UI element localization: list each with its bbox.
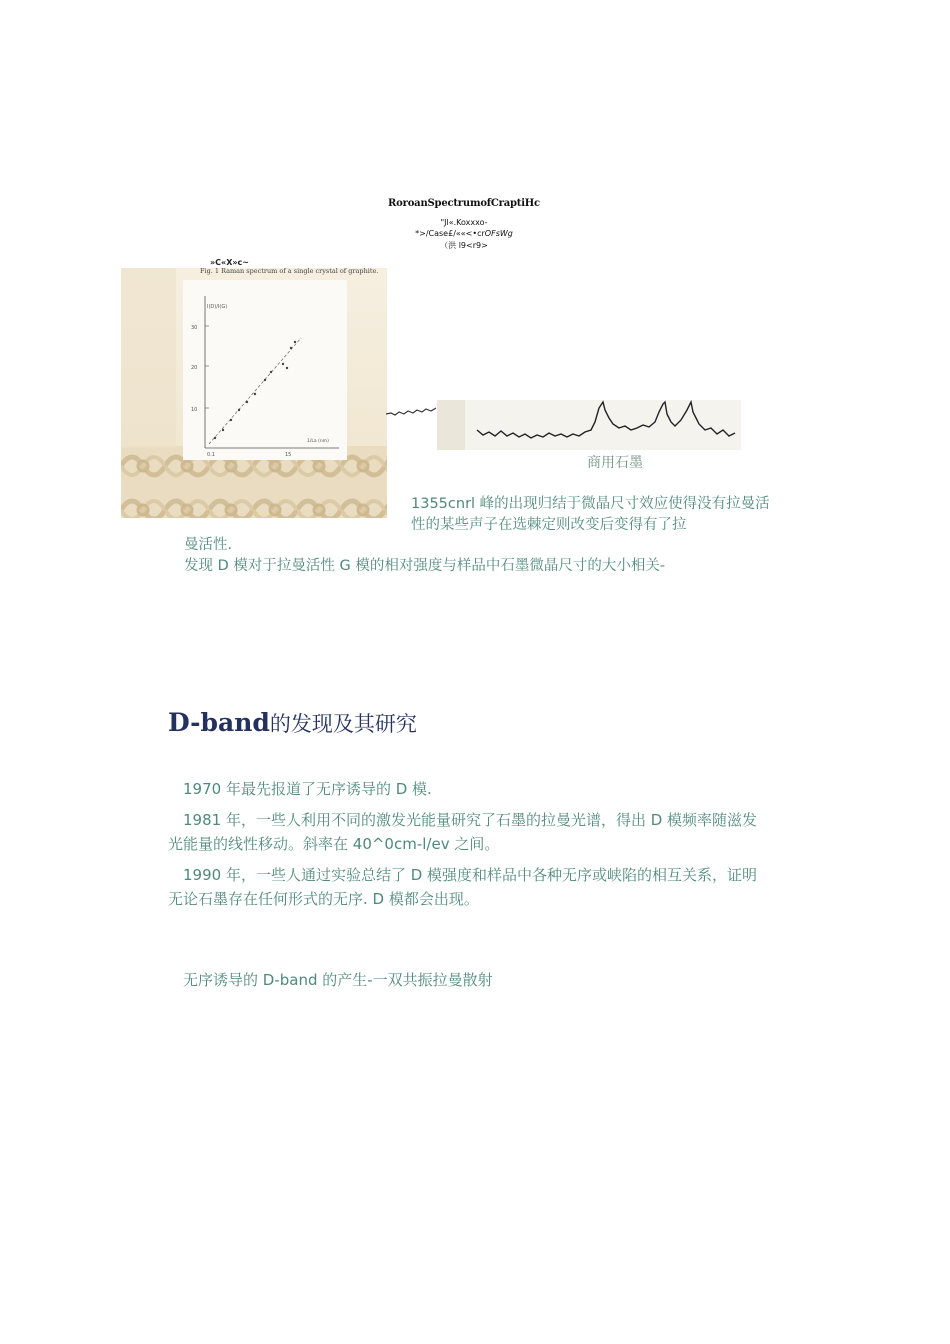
paragraph-line-2: 发现 D 模对于拉曼活性 G 模的相对强度与样品中石墨微晶尺寸的大小相关- xyxy=(184,558,666,574)
heading-latin: D-band xyxy=(168,708,270,737)
y-tick-10: 10 xyxy=(191,407,198,413)
history-item-1981: 1981 年，一些人利用不同的激发光能量研究了石墨的拉曼光谱，得出 D 模频率随滋发光能量的线性移动。斜率在 40^0cm-l/ev 之间。 xyxy=(168,811,758,853)
history-item-1990: 1990 年，一些人通过实验总结了 D 模强度和样品中各种无序或峡陷的相互关系，证明无论石墨存在任何形式的无序. D 模都会出现。 xyxy=(168,866,758,908)
heading-cn: 的发现及其研究 xyxy=(269,712,417,736)
y-tick-20: 20 xyxy=(191,365,198,371)
history-list xyxy=(168,777,758,918)
figure-subline-1: "Jl«.Koxxxo- xyxy=(440,218,488,227)
figure-right-spectrum xyxy=(437,400,741,450)
history-item-1970: 1970 年最先报道了无序诱导的 D 模. xyxy=(183,780,432,798)
x-tick-end: 15 xyxy=(285,452,292,458)
paragraph-1355-peak: 1355cnrl 峰的出现归结于微晶尺寸效应使得没有拉曼活性的某些声子在选棘定则改变后变得有了拉 xyxy=(411,496,770,533)
x-tick-start: 0.1 xyxy=(207,452,215,458)
double-resonance-line: 无序诱导的 D-band 的产生-一双共振拉曼散射 xyxy=(183,971,493,989)
spectrum-trace-fragment xyxy=(386,400,436,422)
paragraph-line-1: 曼活性. xyxy=(184,537,233,553)
figure-title: RoroanSpectrumofCraptiHc xyxy=(388,198,540,209)
panel-caption: Fig. 1 Raman spectrum of a single crystal of graphite. xyxy=(200,267,379,275)
y-tick-30: 30 xyxy=(191,325,198,331)
figure-left-image xyxy=(121,268,387,518)
y-axis-label: I(D)/I(G) xyxy=(207,304,228,310)
figure-subline-3: （洪 l9<r9> xyxy=(440,241,488,250)
section-heading xyxy=(168,708,417,738)
panel-label: »C«X»c~ xyxy=(210,258,249,267)
figure-subline-2: *>/Case£/««<•crOFsWg xyxy=(415,229,513,238)
x-axis-label: 1/La (nm) xyxy=(307,439,329,444)
decorated-plot-graphic xyxy=(121,268,387,518)
paragraph-d-mode-relation xyxy=(184,535,764,577)
right-figure-caption: 商用石墨 xyxy=(587,455,643,471)
